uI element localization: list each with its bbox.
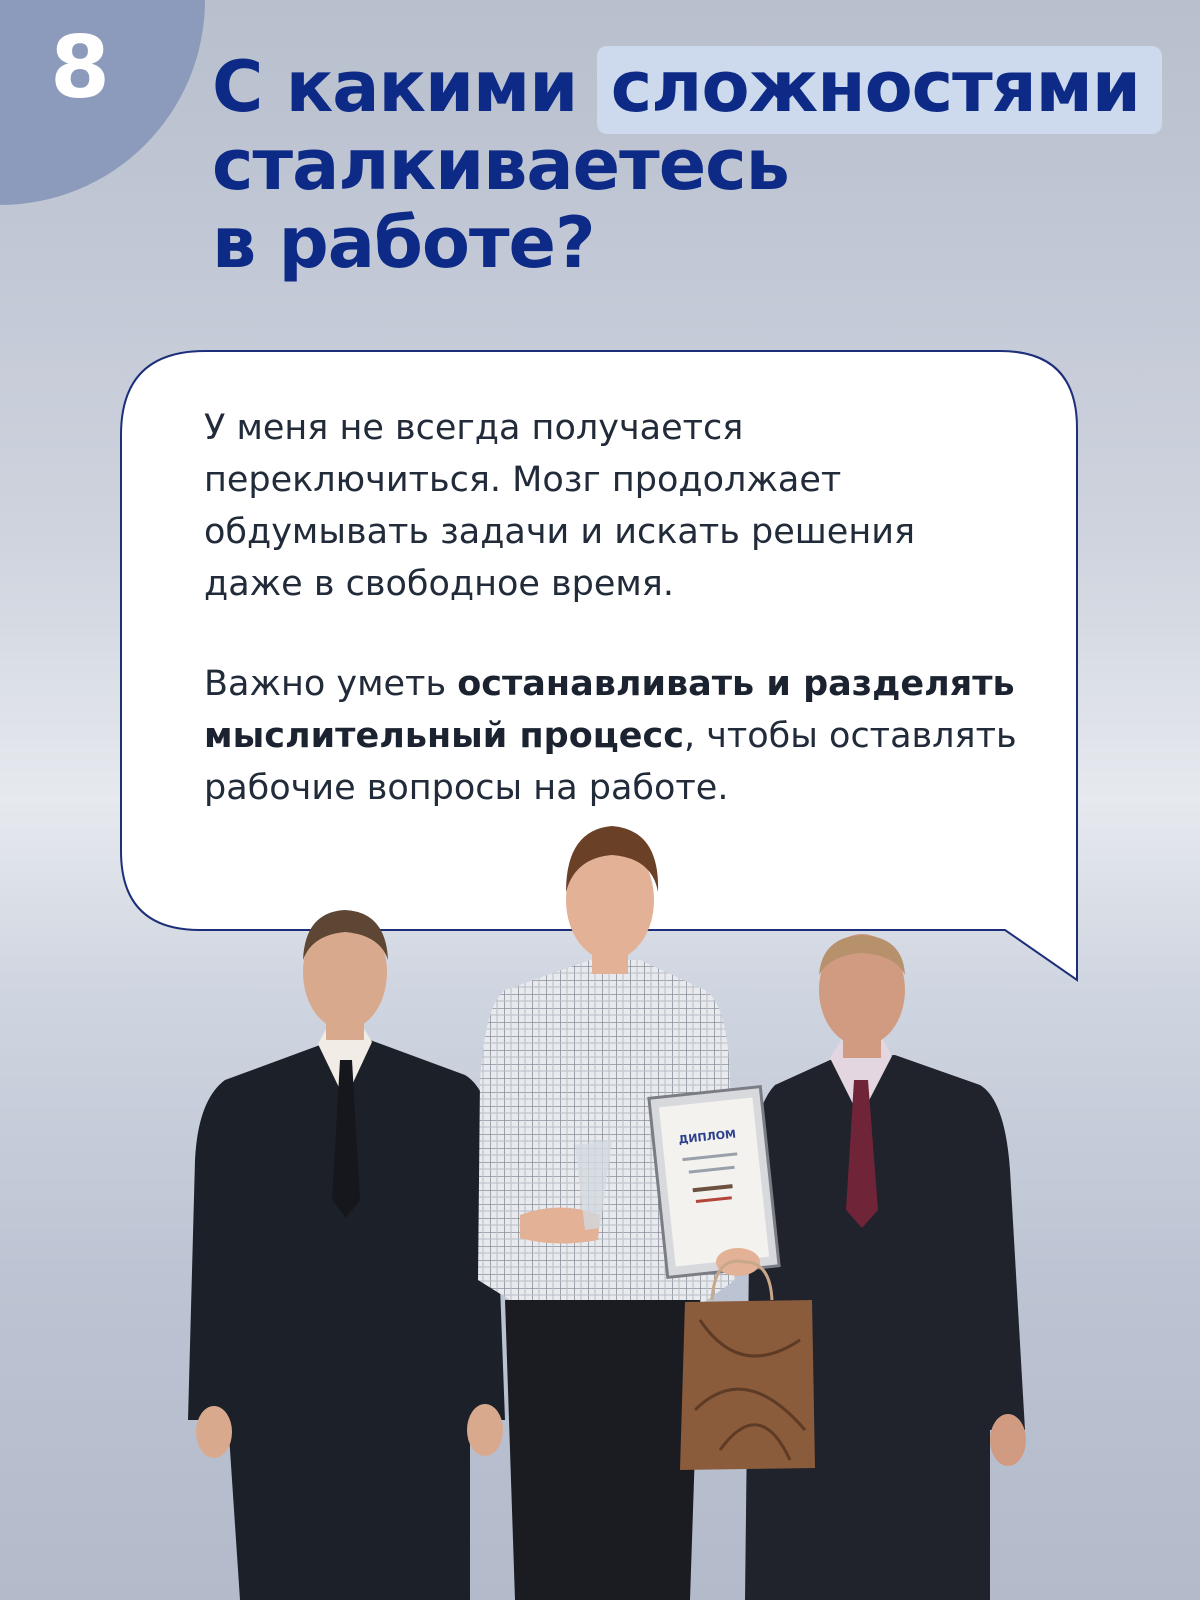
title-line-3: в работе? <box>212 202 595 284</box>
person-left <box>188 910 505 1600</box>
quote-paragraph-2-start: Важно уметь <box>204 664 458 704</box>
title-line-2: сталкиваетесь <box>212 124 789 206</box>
diploma-frame <box>649 1087 779 1278</box>
quote-paragraph-1: У меня не всегда получается переключиться. Мозг продолжает обдумывать задачи и искать решения даже в свободное время. <box>204 408 916 604</box>
title-part-1: С какими <box>212 46 578 128</box>
title-highlight: сложностями <box>597 46 1162 134</box>
diploma-title: ДИПЛОМ <box>677 1127 737 1147</box>
quote-paragraph-2-bold: останавливать и разделять мыслительный процесс <box>204 664 1015 756</box>
step-number: 8 <box>50 18 110 118</box>
person-right <box>745 934 1026 1600</box>
quote-paragraph-2-end: , чтобы оставлять рабочие вопросы на работе. <box>204 716 1017 808</box>
